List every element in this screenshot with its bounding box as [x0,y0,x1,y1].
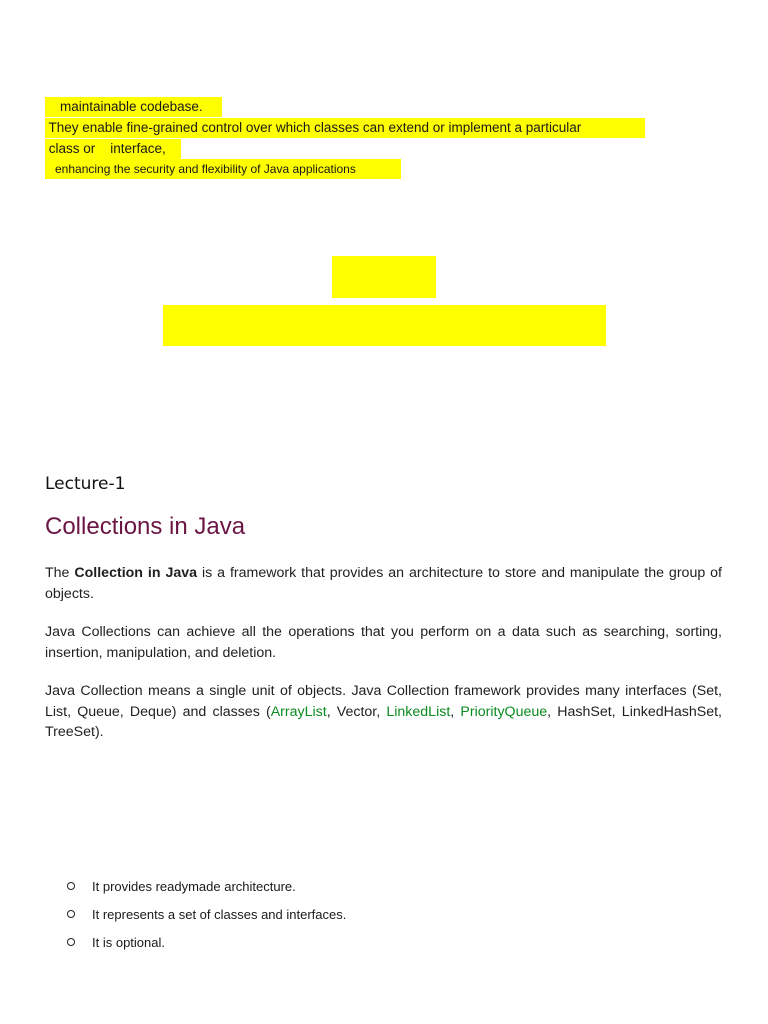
empty-highlight-box-small [332,256,436,298]
link-priorityqueue[interactable]: PriorityQueue [460,703,548,720]
highlight-line-3: class or interface, [45,139,181,159]
circle-bullet-icon [67,938,75,946]
link-arraylist[interactable]: ArrayList [270,703,327,720]
paragraph-framework-sep2: , [450,703,461,720]
page-title: Collections in Java [45,513,246,540]
empty-highlight-box-wide [163,305,606,346]
paragraph-operations: Java Collections can achieve all the operations that you perform on a data such as searching, sorting, insertion, manipulation, and deletion. [45,624,722,661]
paragraph-intro-suffix: is a framework that provides an architecture to store and manipulate the group of objects. [45,565,722,602]
bullet-list [65,872,346,956]
circle-bullet-icon [67,882,75,890]
paragraph-intro-bold: Collection in Java [74,565,198,581]
highlight-line-1: maintainable codebase. [45,97,222,117]
circle-bullet-icon [67,910,75,918]
link-linkedlist[interactable]: LinkedList [386,703,451,720]
paragraph-intro [45,563,722,604]
list-item [65,900,346,928]
paragraph-intro-prefix: The [45,565,75,581]
highlight-line-4: enhancing the security and flexibility of Java applications [45,159,401,179]
paragraph-framework-sep1: , Vector, [326,703,387,720]
list-item-text: It provides readymade architecture. [92,878,296,894]
paragraph-collection-framework [45,681,722,743]
paragraph-framework-text-after: , HashSet, LinkedHashSet, TreeSet). [45,703,722,740]
list-item [65,872,346,900]
list-item-text: It represents a set of classes and interfaces. [92,906,347,922]
paragraph-framework-text-before: Java Collection means a single unit of objects. Java Collection framework provides many interfaces (Set, List, Queue, Deque) and classes ( [45,683,722,720]
list-item [65,928,346,956]
highlight-line-2: They enable fine-grained control over which classes can extend or implement a particular [45,118,645,138]
list-item-text: It is optional. [92,934,165,950]
lecture-label: Lecture-1 [45,474,126,494]
